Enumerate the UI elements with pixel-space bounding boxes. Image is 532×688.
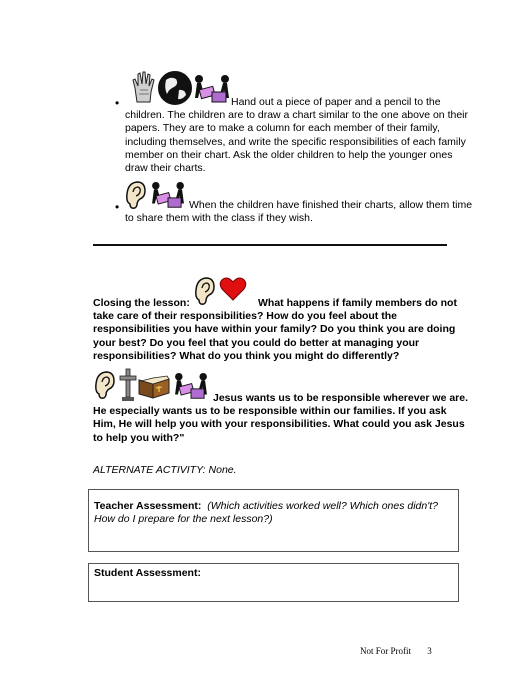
student-assessment-box	[88, 563, 459, 602]
page-number: 3	[427, 646, 432, 656]
footer	[360, 646, 432, 656]
bullet-2-text	[125, 199, 515, 225]
text-line: He especially wants us to be responsible within our families. If you ask	[93, 405, 447, 418]
bullet-1-text	[125, 96, 515, 175]
text-line: including themselves, and write the specific responsibilities of each family	[125, 135, 466, 148]
text-line: Jesus wants us to be responsible wherever we are.	[213, 392, 469, 404]
alternate-activity: ALTERNATE ACTIVITY: None.	[93, 464, 237, 476]
footer-text: Not For Profit	[360, 646, 412, 656]
teacher-assessment-label: Teacher Assessment:	[94, 500, 202, 512]
jesus-section	[93, 392, 493, 445]
text-line: to help you with?"	[93, 431, 185, 444]
text-line: draw their charts.	[125, 162, 206, 175]
text-line: your best? Do you feel that you could do better at managing your	[93, 336, 420, 349]
text-line: Hand out a piece of paper and a pencil to the	[231, 96, 441, 108]
bullet-marker: •	[115, 96, 120, 110]
teacher-assessment-box	[88, 489, 459, 552]
student-assessment-label: Student Assessment:	[94, 567, 201, 579]
text-line: Him, He will help you with your responsibilities. What could you ask Jesus	[93, 418, 465, 431]
text-line: papers. They are to make a column for each member of their family,	[125, 122, 440, 135]
text-line: What happens if family members do not	[258, 297, 457, 309]
closing-section	[93, 297, 493, 363]
text-line: responsibilities you have within your family? Do you think you are doing	[93, 323, 456, 336]
text-line: to share them with the class if they wish.	[125, 212, 313, 225]
closing-heading: Closing the lesson:	[93, 297, 190, 309]
text-line: take care of their responsibilities? How do you feel about the	[93, 310, 397, 323]
section-divider	[93, 244, 447, 246]
text-line: children. The children are to draw a chart similar to the one above on their	[125, 109, 468, 122]
teacher-assessment-prompt: (Which activities worked well? Which ones didn't?	[207, 500, 438, 512]
text-line: member on their chart. Ask the older children to help the younger ones	[125, 148, 453, 161]
text-line: When the children have finished their charts, allow them time	[189, 199, 473, 211]
text-line: responsibilities? What do you think you might do differently?	[93, 349, 400, 362]
bullet-marker: •	[115, 200, 120, 214]
teacher-assessment-prompt: How do I prepare for the next lesson?)	[94, 513, 273, 526]
